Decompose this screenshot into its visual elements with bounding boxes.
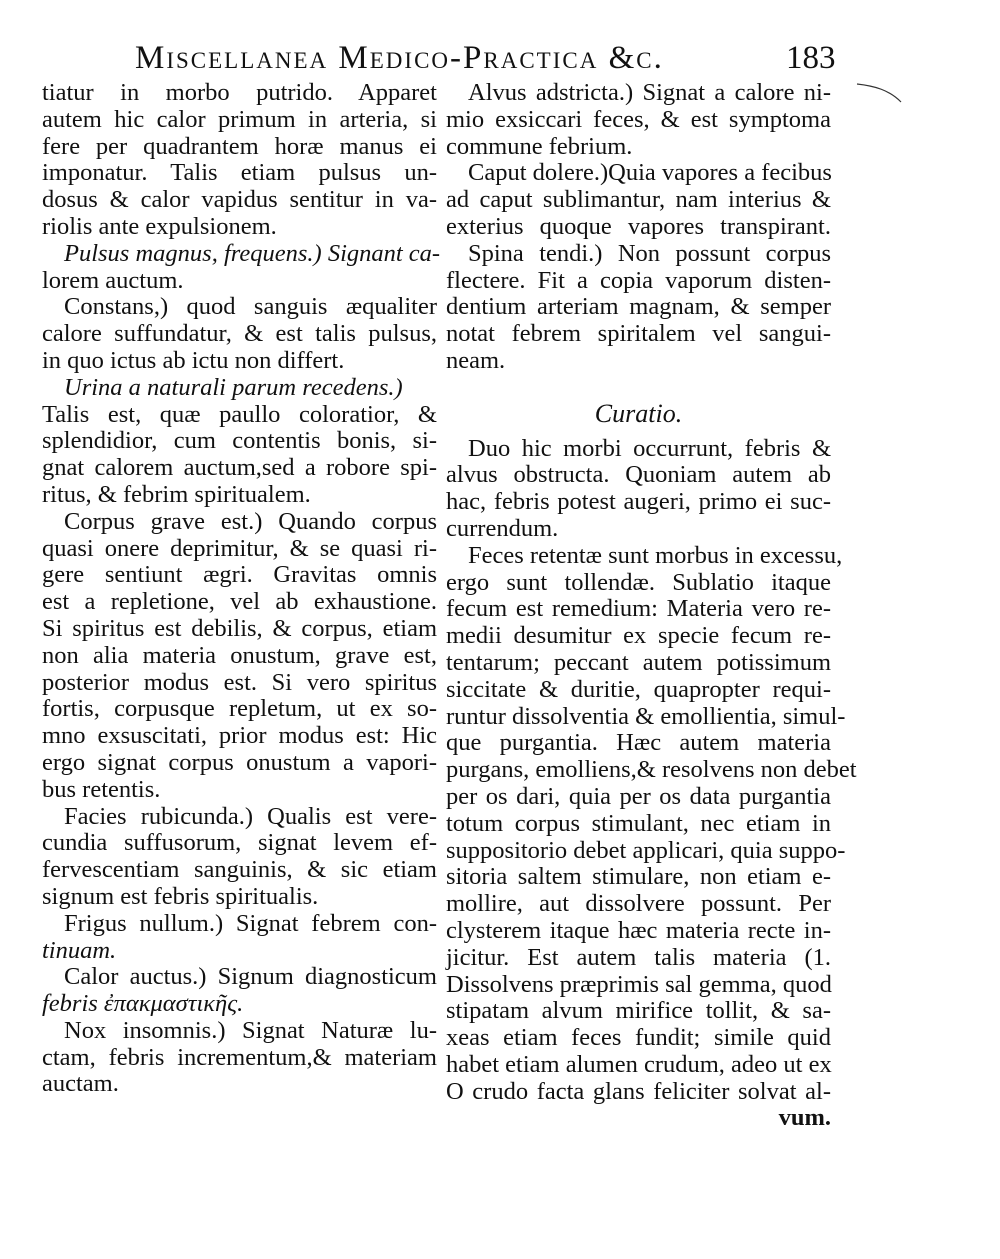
text-line: Facies rubicunda.) Qualis est vere- [64, 802, 437, 830]
text-line: ctam, febris incrementum,& materiam [42, 1043, 437, 1071]
text-line: tiatur in morbo putrido. Apparet [42, 79, 437, 106]
text-line: exterius quoque vapores transpirant. [446, 212, 831, 240]
right-column [446, 79, 857, 1132]
text-line: fecum est remedium: Materia vero re- [446, 595, 831, 623]
text-line: imponatur. Talis etiam pulsus un- [42, 159, 437, 187]
text-line: purgans, emolliens,& resolvens non debet [446, 756, 857, 784]
text-line: dentium arteriam magnam, & semper [446, 293, 831, 321]
text-line: autem hic calor primum in arteria, si [42, 105, 437, 133]
text-line: ergo signat corpus onustum a vapori- [42, 748, 437, 776]
page-number: 183 [786, 40, 836, 76]
text-line: febris ἐπακμαστικῆς. [42, 990, 244, 1018]
text-line: sitoria saltem stimulare, non etiam e- [446, 863, 831, 891]
text-line: quasi onere deprimitur, & se quasi ri- [42, 534, 437, 562]
text-line: Corpus grave est.) Quando corpus [64, 507, 437, 535]
text-line: Frigus nullum.) Signat febrem con- [64, 909, 437, 937]
text-line: ergo sunt tollendæ. Sublatio itaque [446, 568, 831, 596]
text-line: tentarum; peccant autem potissimum [446, 648, 831, 676]
text-line: flectere. Fit a copia vaporum disten- [446, 266, 831, 294]
left-column [42, 79, 441, 1098]
text-line: est a repletione, vel ab exhaustione. [42, 588, 437, 616]
text-line: gnat calorem auctum,sed a robore spi- [42, 454, 437, 482]
text-line: Feces retentæ sunt morbus in excessu, [468, 541, 843, 569]
text-line: Duo hic morbi occurrunt, febris & [468, 434, 831, 462]
text-line: clysterem itaque hæc materia recte in- [446, 916, 831, 944]
text-line: runtur dissolventia & emollientia, simul- [446, 702, 846, 730]
text-line: siccitate & duritie, quapropter requi- [446, 675, 831, 703]
text-line: posterior modus est. Si vero spiritus [42, 668, 437, 696]
text-line: ad caput sublimantur, nam interius & [446, 186, 831, 214]
text-line: signum est febris spiritualis. [42, 882, 319, 910]
text-line: tinuam. [42, 936, 117, 964]
margin-stroke [855, 78, 903, 108]
text-line: notat febrem spiritalem vel sangui- [446, 320, 831, 348]
text-line: Caput dolere.)Quia vapores a fecibus [468, 159, 832, 187]
text-line: que purgantia. Hæc autem materia [446, 729, 831, 757]
text-line: ritus, & febrim spiritualem. [42, 480, 311, 508]
text-line: fere per quadrantem horæ manus ei [42, 132, 437, 160]
text-line: fortis, corpusque repletum, ut ex so- [42, 695, 437, 723]
text-line: per os dari, quia per os data purgantia [446, 782, 831, 810]
text-line: Si spiritus est debilis, & corpus, etiam [42, 614, 437, 642]
text-line: Alvus adstricta.) Signat a calore ni- [468, 79, 831, 106]
text-line: stipatam alvum mirifice tollit, & sa- [446, 997, 831, 1025]
text-line: mno exsuscitati, prior modus est: Hic [42, 722, 437, 750]
text-line: Pulsus magnus, frequens.) Signant ca- [64, 239, 441, 267]
text-line: calore suffundatur, & est talis pulsus, [42, 320, 437, 348]
section-heading: Curatio. [594, 398, 683, 428]
text-line: medii desumitur ex specie fecum re- [446, 622, 831, 650]
text-line: gere sentiunt ægri. Gravitas omnis [42, 561, 437, 589]
text-line: xeas etiam feces fundit; simile quid [446, 1024, 831, 1052]
text-line: fervescentiam sanguinis, & sic etiam [42, 856, 437, 884]
text-line: in quo ictus ab ictu non differt. [42, 346, 345, 374]
text-line: Nox insomnis.) Signat Naturæ lu- [64, 1016, 437, 1044]
text-line: bus retentis. [42, 775, 161, 803]
text-line: Calor auctus.) Signum diagnosticum [64, 963, 437, 991]
text-line: Urina a naturali parum recedens.) [64, 373, 403, 401]
text-line: riolis ante expulsionem. [42, 212, 277, 240]
text-line: Constans,) quod sanguis æqualiter [64, 293, 437, 321]
text-line: alvus obstructa. Quoniam autem ab [446, 461, 831, 489]
text-line: O crudo facta glans feliciter solvat al- [446, 1077, 831, 1105]
text-line: neam. [446, 346, 506, 374]
text-line: jicitur. Est autem talis materia (1. [446, 943, 831, 971]
text-line: auctam. [42, 1070, 119, 1098]
text-line: lorem auctum. [42, 266, 184, 294]
text-line: totum corpus stimulant, nec etiam in [446, 809, 831, 837]
text-line: mio exsiccari feces, & est symptoma [446, 105, 831, 133]
running-title: Miscellanea Medico-Practica &c. [135, 40, 664, 76]
text-line: splendidior, cum contentis bonis, si- [42, 427, 437, 455]
text-line: dosus & calor vapidus sentitur in va- [42, 186, 437, 214]
text-line: cundia suffusorum, signat levem ef- [42, 829, 437, 857]
text-line: currendum. [446, 514, 559, 542]
text-line: mollire, aut dissolvere possunt. Per [446, 890, 831, 918]
catchword: vum. [778, 1104, 831, 1132]
text-line: Talis est, quæ paullo coloratior, & [42, 400, 437, 428]
text-line: habet etiam alumen crudum, adeo ut ex [446, 1050, 832, 1078]
text-line: Dissolvens præprimis sal gemma, quod [446, 970, 832, 998]
text-line: non alia materia onustum, grave est, [42, 641, 437, 669]
text-line: suppositorio debet applicari, quia suppo- [446, 836, 846, 864]
text-line: hac, febris potest augeri, primo ei suc- [446, 488, 831, 516]
text-line: commune febrium. [446, 132, 633, 160]
text-line: Spina tendi.) Non possunt corpus [468, 239, 831, 267]
